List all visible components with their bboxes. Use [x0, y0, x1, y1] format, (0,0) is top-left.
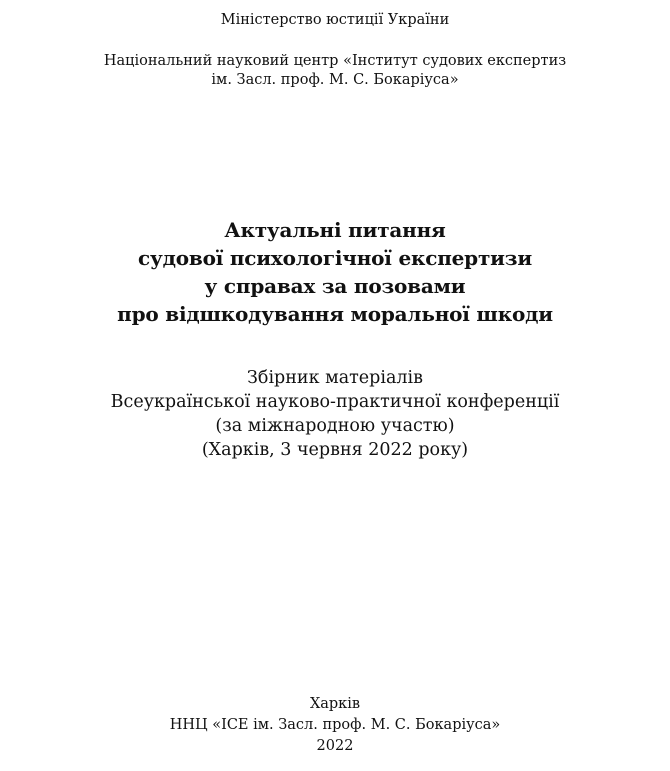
- subtitle-line-1: Збірник матеріалів: [247, 368, 423, 388]
- title-line-1: Актуальні питання: [224, 218, 446, 242]
- imprint-year: 2022: [316, 738, 354, 754]
- title-line-4: про відшкодування моральної шкоди: [117, 302, 553, 326]
- subtitle-line-2: Всеукраїнської науково-практичної конференції: [110, 392, 560, 412]
- subtitle-line-3: (за міжнародною участю): [215, 416, 455, 436]
- imprint: [0, 694, 670, 757]
- document-subtitle: [0, 366, 670, 462]
- institution-line-1: Національний науковий центр «Інститут судових експертиз: [103, 53, 567, 69]
- ministry-name: Міністерство юстиції України: [220, 12, 450, 28]
- title-line-2: судової психологічної експертизи: [138, 246, 532, 270]
- document-title: [0, 216, 670, 328]
- imprint-publisher: ННЦ «ІСЕ ім. Засл. проф. М. С. Бокаріуса»: [169, 717, 501, 733]
- institution-line-2: ім. Засл. проф. М. С. Бокаріуса»: [211, 72, 459, 88]
- title-line-3: у справах за позовами: [204, 274, 466, 298]
- imprint-city: Харків: [309, 696, 361, 712]
- subtitle-line-4: (Харків, 3 червня 2022 року): [201, 440, 469, 460]
- institution-name: [0, 52, 670, 90]
